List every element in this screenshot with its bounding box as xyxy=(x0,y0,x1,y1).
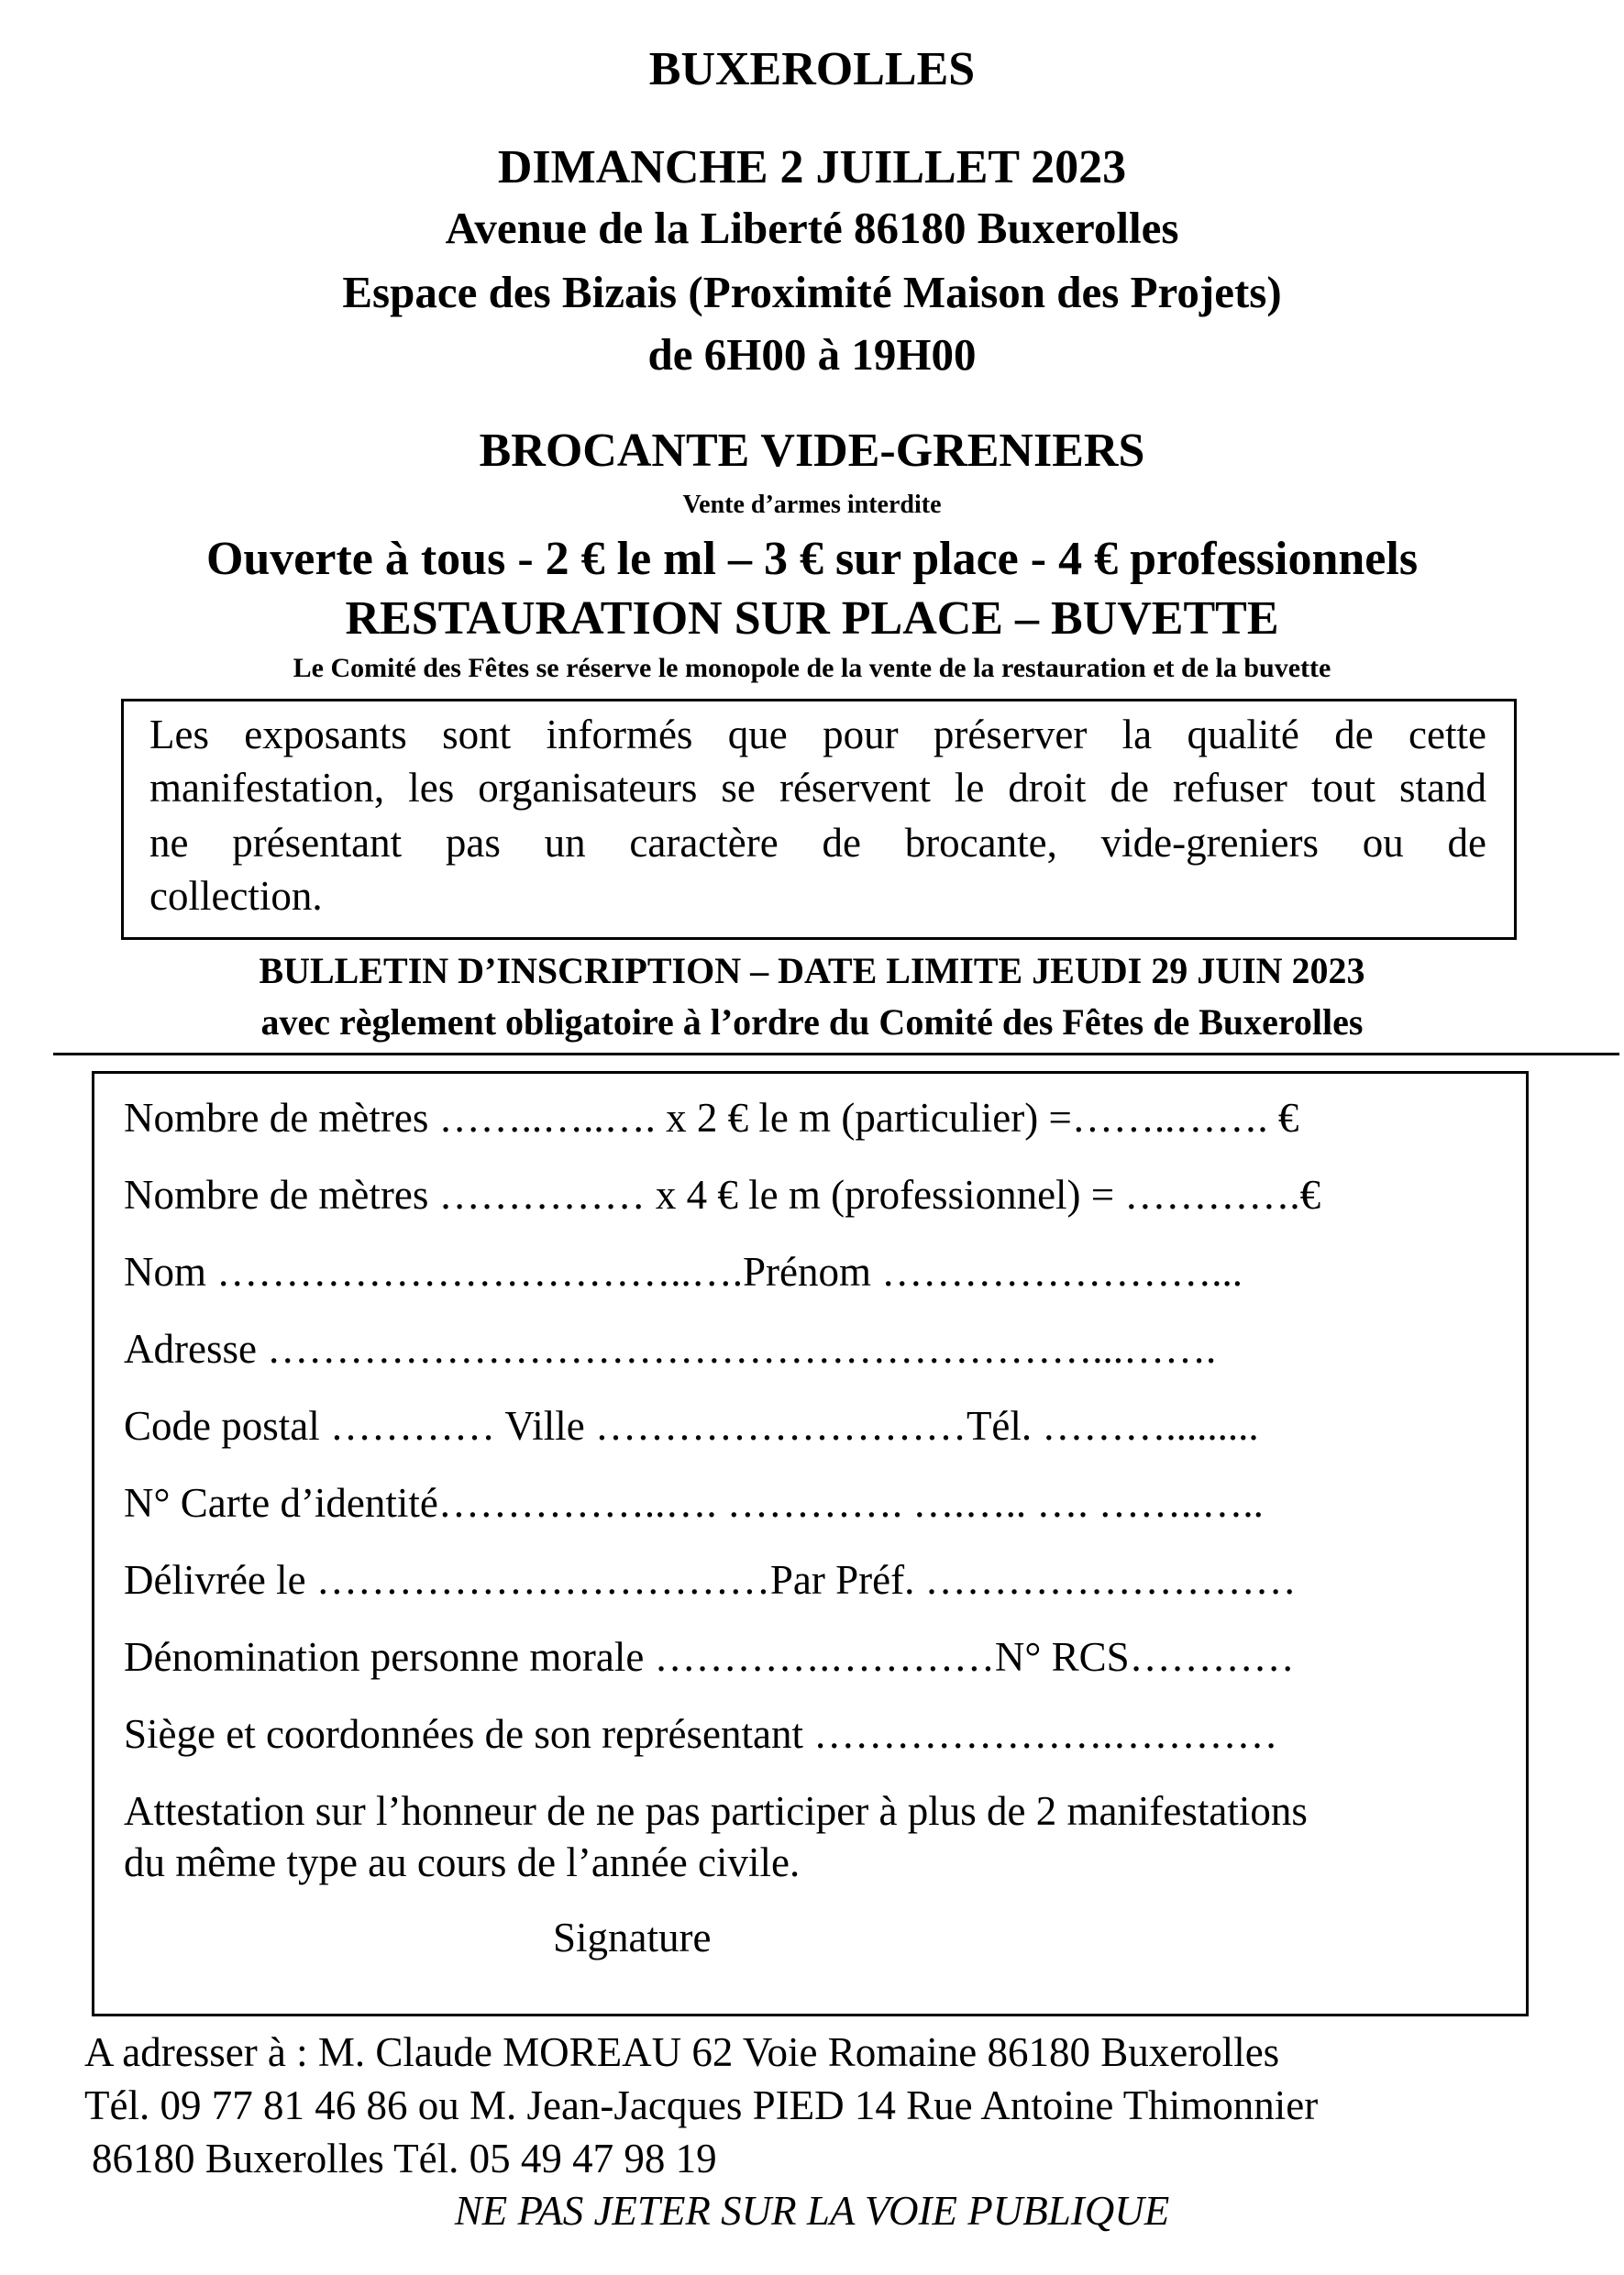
notice-line: Les exposants sont informés que pour préserver la qualité de cette xyxy=(149,712,1486,757)
form-attestation-line: Attestation sur l’honneur de ne pas participer à plus de 2 manifestations xyxy=(124,1788,1308,1834)
event-venue: Espace des Bizais (Proximité Maison des Projets) xyxy=(342,267,1282,317)
form-line-company[interactable]: Dénomination personne morale ………….…………N° RCS………… xyxy=(124,1634,1295,1680)
form-line-issued[interactable]: Délivrée le ……………………………Par Préf. ……………………… xyxy=(124,1557,1297,1603)
notice-line: ne présentant pas un caractère de brocante, vide-greniers ou de xyxy=(149,820,1486,866)
section-divider xyxy=(53,1053,1619,1055)
event-address: Avenue de la Liberté 86180 Buxerolles xyxy=(445,203,1179,253)
form-attestation-line: du même type au cours de l’année civile. xyxy=(124,1839,801,1885)
form-line-representative[interactable]: Siège et coordonnées de son représentant ………………….………… xyxy=(124,1711,1278,1757)
notice-line: collection. xyxy=(149,873,323,919)
form-line-meters-private[interactable]: Nombre de mètres ……..…..…. x 2 € le m (particulier) =……..……. € xyxy=(124,1095,1299,1141)
contact-line: 86180 Buxerolles Tél. 05 49 47 98 19 xyxy=(92,2136,717,2181)
form-line-city[interactable]: Code postal ………… Ville ………………………Tél. ………......... xyxy=(124,1403,1259,1449)
registration-form xyxy=(92,1071,1529,2016)
notice-line: manifestation, les organisateurs se réservent le droit de refuser tout stand xyxy=(149,765,1486,811)
event-title: BROCANTE VIDE-GRENIERS xyxy=(479,425,1145,477)
form-line-id-card[interactable]: N° Carte d’identité……………..…. …………. ….….. …. ……..….. xyxy=(124,1480,1264,1526)
monopoly-notice: Le Comité des Fêtes se réserve le monopole de la vente de la restauration et de la buvette xyxy=(293,653,1331,683)
event-date: DIMANCHE 2 JUILLET 2023 xyxy=(497,141,1127,193)
town-title: BUXEROLLES xyxy=(648,43,976,95)
catering-info: RESTAURATION SUR PLACE – BUVETTE xyxy=(345,592,1279,645)
send-to-line: A adresser à : M. Claude MOREAU 62 Voie Romaine 86180 Buxerolles xyxy=(84,2029,1280,2075)
event-hours: de 6H00 à 19H00 xyxy=(647,329,977,380)
litter-warning: NE PAS JETER SUR LA VOIE PUBLIQUE xyxy=(454,2188,1170,2234)
registration-heading: BULLETIN D’INSCRIPTION – DATE LIMITE JEUDI 29 JUIN 2023 xyxy=(259,950,1365,991)
form-line-meters-professional[interactable]: Nombre de mètres …………… x 4 € le m (professionnel) = ………….€ xyxy=(124,1172,1321,1218)
form-line-address[interactable]: Adresse ……………………………………………………...……. xyxy=(124,1326,1217,1372)
payment-info: avec règlement obligatoire à l’ordre du Comité des Fêtes de Buxerolles xyxy=(260,1001,1364,1043)
arms-notice: Vente d’armes interdite xyxy=(682,491,942,519)
price-info: Ouverte à tous - 2 € le ml – 3 € sur place - 4 € professionnels xyxy=(205,533,1419,585)
contact-line: Tél. 09 77 81 46 86 ou M. Jean-Jacques PIED 14 Rue Antoine Thimonnier xyxy=(84,2082,1319,2128)
exhibitor-notice-box xyxy=(121,699,1517,940)
signature-label[interactable]: Signature xyxy=(553,1915,712,1960)
form-line-name[interactable]: Nom ……………………………..….Prénom ……………………... xyxy=(124,1249,1243,1295)
